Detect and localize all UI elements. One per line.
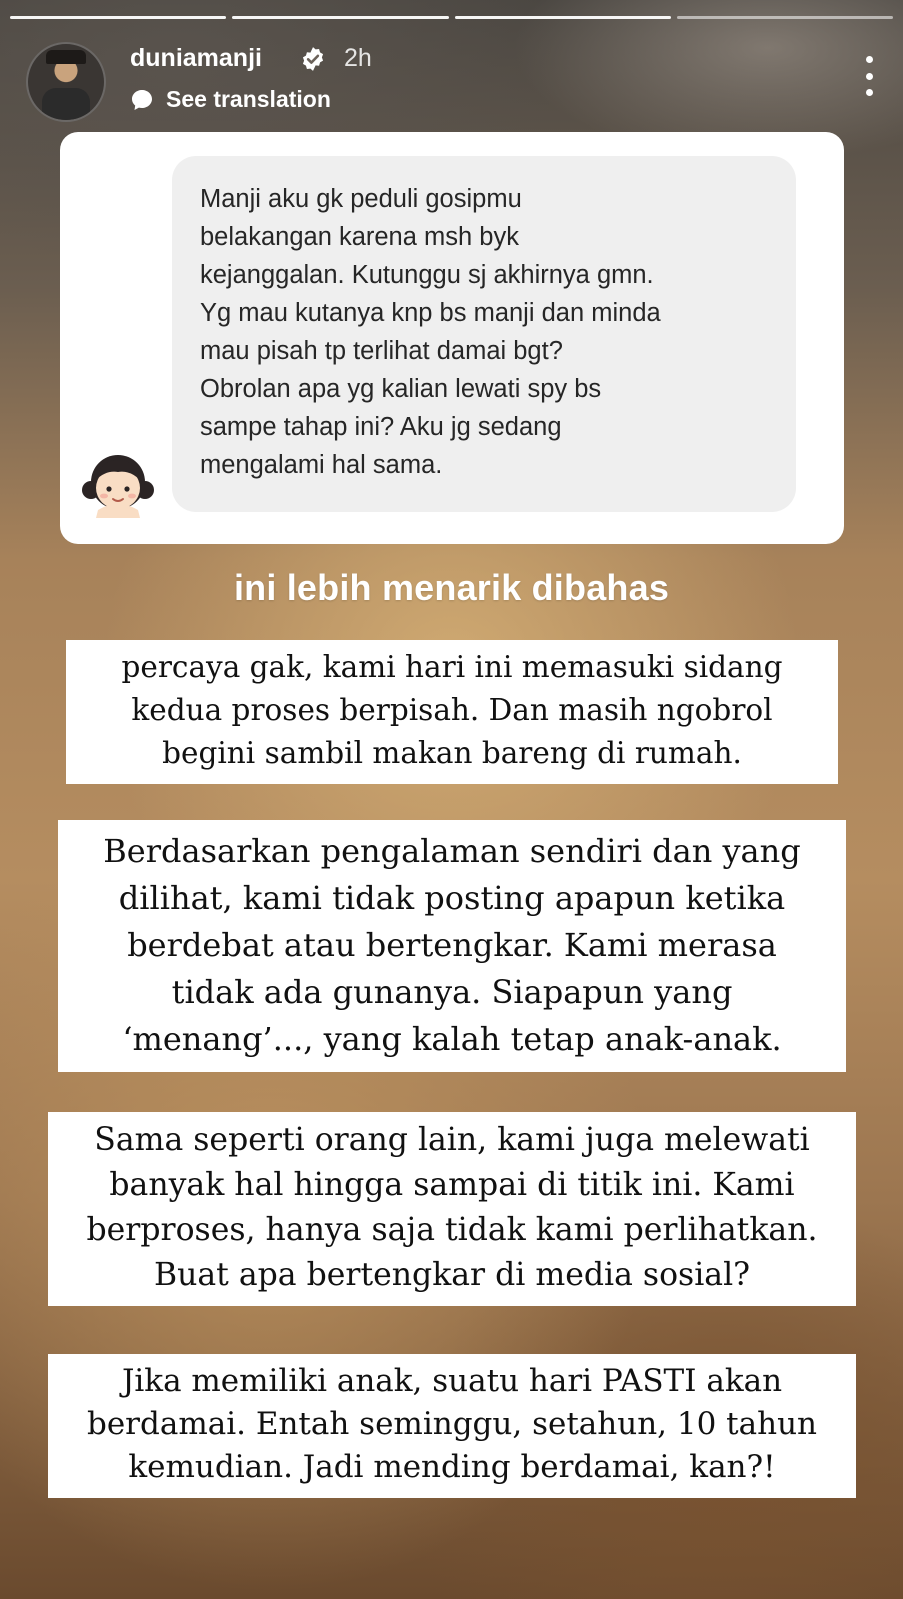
story-header xyxy=(26,40,873,120)
question-line: sampe tahap ini? Aku jg sedang xyxy=(200,413,562,441)
text-line: Sama seperti orang lain, kami juga melewati xyxy=(94,1122,810,1158)
question-line: kejanggalan. Kutunggu sj akhirnya gmn. xyxy=(200,261,654,289)
text-line: tidak ada gunanya. Siapapun yang xyxy=(171,973,733,1011)
story-headline-text: ini lebih menarik dibahas xyxy=(233,567,670,608)
text-line: Berdasarkan pengalaman sendiri dan yang xyxy=(103,832,801,870)
text-line: berdamai. Entah seminggu, setahun, 10 tahun xyxy=(86,1406,817,1442)
profile-avatar[interactable] xyxy=(26,42,106,122)
question-text-bubble xyxy=(172,156,796,512)
post-time: 2h xyxy=(344,44,372,72)
text-line: berproses, hanya saja tidak kami perlihatkan. xyxy=(86,1212,818,1248)
speech-bubble-icon xyxy=(130,88,154,112)
question-line: mengalami hal sama. xyxy=(200,451,443,479)
progress-segment xyxy=(677,16,893,19)
see-translation-label: See translation xyxy=(166,86,331,112)
question-line: Manji aku gk peduli gosipmu xyxy=(200,185,522,213)
question-sticker[interactable] xyxy=(60,132,844,544)
text-line: percaya gak, kami hari ini memasuki sidang xyxy=(121,650,783,684)
text-line: kedua proses berpisah. Dan masih ngobrol xyxy=(131,693,773,727)
text-line: ‘menang’..., yang kalah tetap anak-anak. xyxy=(122,1020,782,1058)
dot xyxy=(866,56,873,63)
dot xyxy=(866,73,873,80)
question-line: Yg mau kutanya knp bs manji dan minda xyxy=(200,299,661,327)
username-link[interactable]: duniamanji xyxy=(130,44,262,72)
story-progress-bar xyxy=(10,16,893,19)
dot xyxy=(866,89,873,96)
girl-emoji-icon xyxy=(78,438,158,518)
question-line: Obrolan apa yg kalian lewati spy bs xyxy=(200,375,602,403)
progress-segment xyxy=(455,16,671,19)
see-translation-button[interactable] xyxy=(130,86,331,113)
story-text-box-4 xyxy=(48,1354,856,1498)
text-line: kemudian. Jadi mending berdamai, kan?! xyxy=(128,1449,776,1485)
more-options-button[interactable] xyxy=(865,56,873,96)
text-line: begini sambil makan bareng di rumah. xyxy=(162,736,742,770)
question-line: mau pisah tp terlihat damai bgt? xyxy=(200,337,563,365)
story-text-box-2 xyxy=(58,820,846,1072)
story-text-box-1 xyxy=(66,640,838,784)
progress-segment xyxy=(10,16,226,19)
text-line: dilihat, kami tidak posting apapun ketika xyxy=(118,879,786,917)
question-line: belakangan karena msh byk xyxy=(200,223,519,251)
text-line: banyak hal hingga sampai di titik ini. Kami xyxy=(109,1167,795,1203)
story-text-box-3 xyxy=(48,1112,856,1306)
text-line: Jika memiliki anak, suatu hari PASTI akan xyxy=(121,1363,783,1399)
progress-segment xyxy=(232,16,448,19)
text-line: Buat apa bertengkar di media sosial? xyxy=(153,1257,751,1293)
verified-badge-icon xyxy=(300,46,326,72)
text-line: berdebat atau bertengkar. Kami merasa xyxy=(127,926,777,964)
